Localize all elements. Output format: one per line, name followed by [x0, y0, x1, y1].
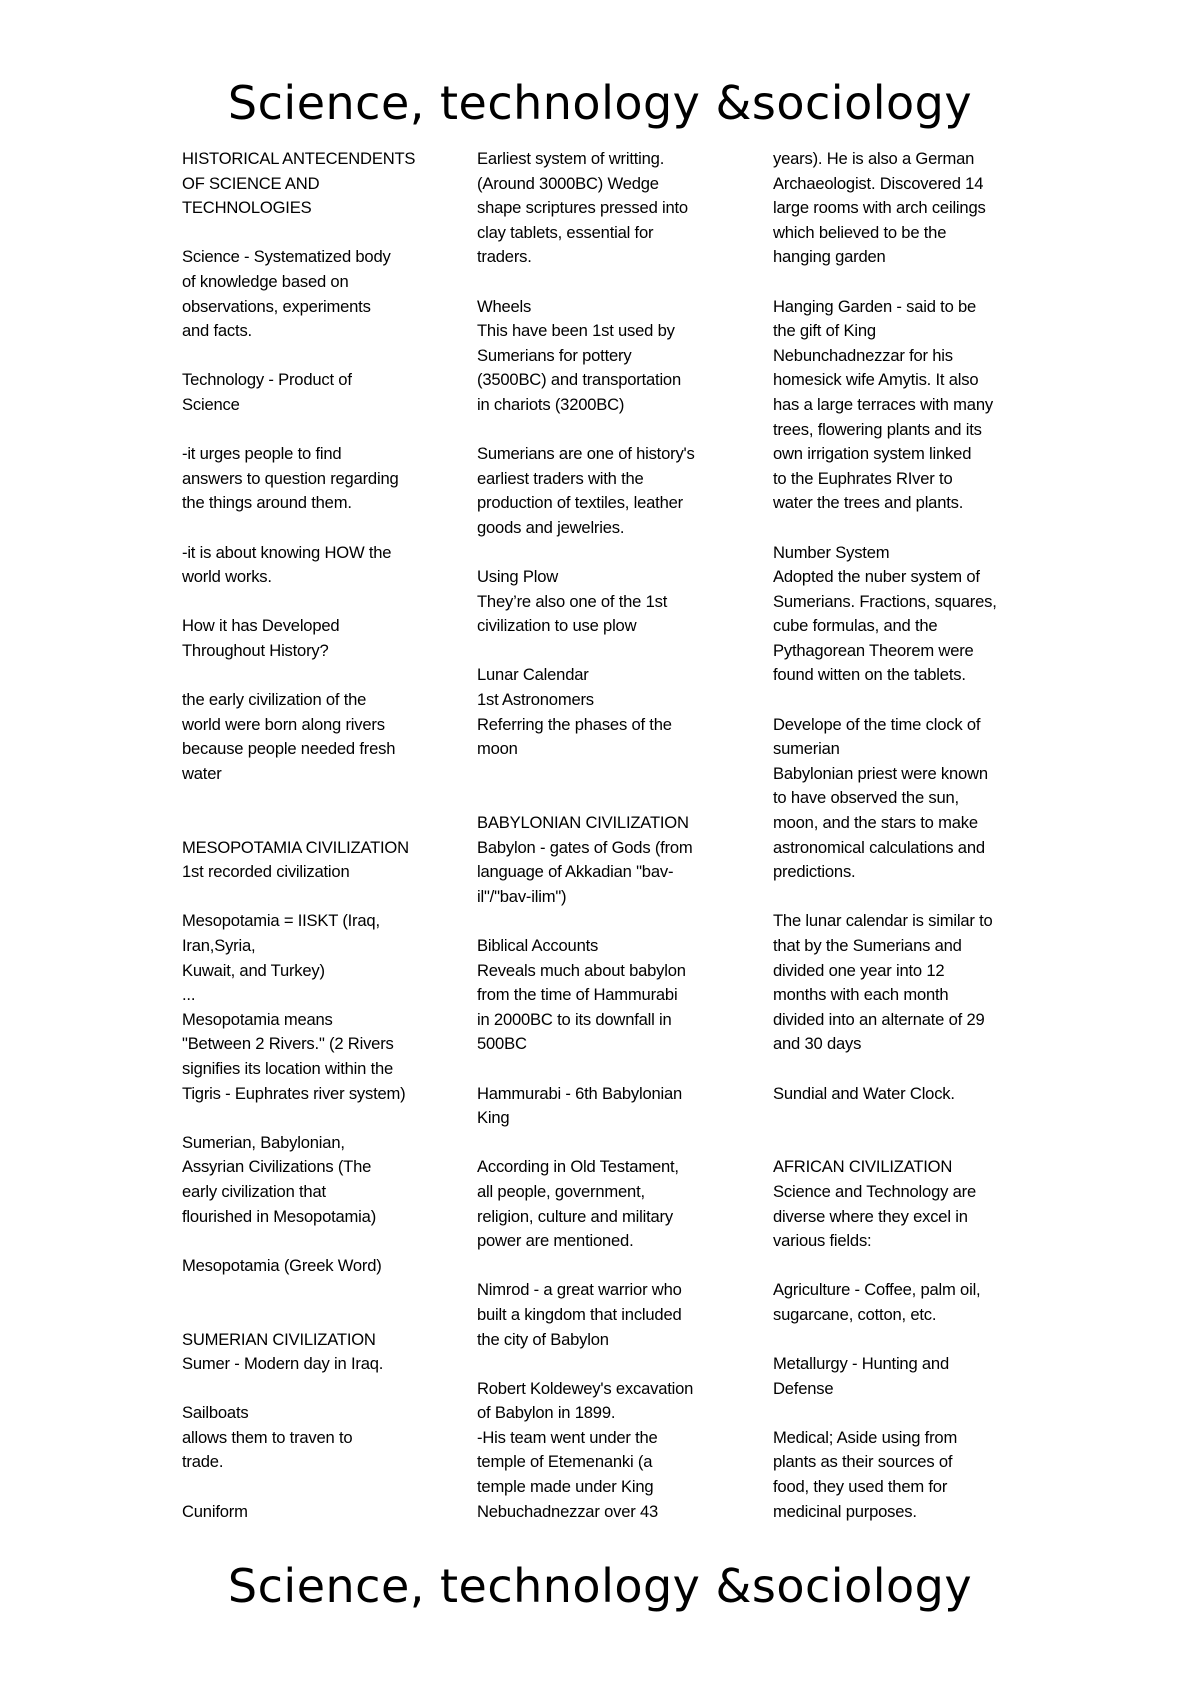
- text-column-1: HISTORICAL ANTECENDENTS OF SCIENCE AND TECHNOLOGIES Science - Systematized body of knowledge based on observations, experiments and facts. Technology - Product of Science -it urges people to find answers to question regarding the things around them. -it is about knowing HOW the world works. How it has Developed Throughout History? the early civilization of the world were born along rivers because people needed fresh water MESOPOTAMIA CIVILIZATION 1st recorded civilization Mesopotamia = IISKT (Iraq, Iran,Syria, Kuwait, and Turkey) ... Mesopotamia means "Between 2 Rivers." (2 Rivers signifies its location within the Tigris - Euphrates river system) Sumerian, Babylonian, Assyrian Civilizations (The early civilization that flourished in Mesopotamia) Mesopotamia (Greek Word) SUMERIAN CIVILIZATION Sumer - Modern day in Iraq. Sailboats allows them to traven to trade. Cuniform: [182, 149, 416, 1521]
- text-column-3: years). He is also a German Archaeologist. Discovered 14 large rooms with arch ceilings which believed to be the hanging garden Hanging Garden - said to be the gift of King Nebunchadnezzar for his homesick wife Amytis. It also has a large terraces with many trees, flowering plants and its own irrigation system linked to the Euphrates RIver to water the trees and plants. Number System Adopted the nuber system of Sumerians. Fractions, squares, cube formulas, and the Pythagorean Theorem were found witten on the tablets. Develope of the time clock of sumerian Babylonian priest were known to have observed the sun, moon, and the stars to make astronomical calculations and predictions. The lunar calendar is similar to that by the Sumerians and divided one year into 12 months with each month divided into an alternate of 29 and 30 days Sundial and Water Clock. AFRICAN CIVILIZATION Science and Technology are diverse where they excel in various fields: Agriculture - Coffee, palm oil, sugarcane, cotton, etc. Metallurgy - Hunting and Defense Medical; Aside using from plants as their sources of food, they used them for medicinal purposes.: [773, 149, 997, 1521]
- page-title-top: Science, technology &sociology: [227, 76, 973, 130]
- page-title-bottom: Science, technology &sociology: [227, 1559, 973, 1613]
- text-column-2: Earliest system of writting. (Around 3000BC) Wedge shape scriptures pressed into clay tablets, essential for traders. Wheels This have been 1st used by Sumerians for pottery (3500BC) and transportation in chariots (3200BC) Sumerians are one of history's earliest traders with the production of textiles, leather goods and jewelries. Using Plow They’re also one of the 1st civilization to use plow Lunar Calendar 1st Astronomers Referring the phases of the moon BABYLONIAN CIVILIZATION Babylon - gates of Gods (from language of Akkadian "bav- il"/"bav-ilim") Biblical Accounts Reveals much about babylon from the time of Hammurabi in 2000BC to its downfall in 500BC Hammurabi - 6th Babylonian King According in Old Testament, all people, government, religion, culture and military power are mentioned. Nimrod - a great warrior who built a kingdom that included the city of Babylon Robert Koldewey's excavation of Babylon in 1899. -His team went under the temple of Etemenanki (a temple made under King Nebuchadnezzar over 43: [477, 149, 695, 1521]
